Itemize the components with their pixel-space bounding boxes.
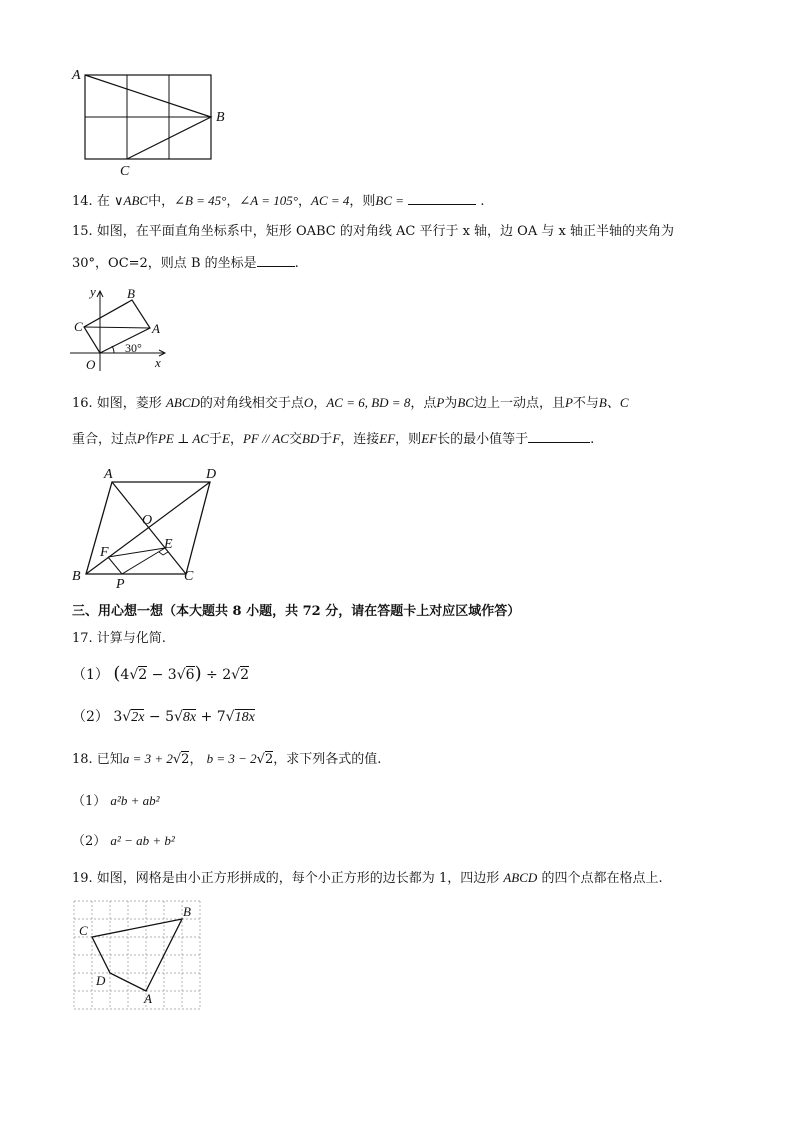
- q16-point-o: O: [303, 395, 314, 410]
- q15-text: 30°，OC=2，则点 B 的坐标是: [72, 256, 257, 271]
- question-18-part2: [72, 832, 175, 851]
- question-17-title: 17. 计算与化简.: [72, 631, 166, 646]
- q16-parallel: PF // AC: [242, 431, 289, 446]
- question-17-part2: [72, 708, 255, 727]
- q14-text: ，: [297, 194, 311, 209]
- q19-text: 的四个点都在格点上.: [541, 871, 663, 886]
- q16-text: ，点: [410, 396, 437, 411]
- q16-side-bc: BC: [457, 395, 474, 410]
- q16-point-p: P: [137, 431, 145, 446]
- sqrt-sign-icon: √: [231, 667, 241, 683]
- q15-end: .: [294, 256, 299, 271]
- fig13-label-c: C: [120, 164, 130, 179]
- fig16-label-o: O: [142, 513, 153, 528]
- question-17-part1: （1） (4√2 − 3√6) ÷ 2√2: [72, 663, 249, 684]
- q17-radicand: 8x: [182, 710, 197, 725]
- fig15-angle-label: 30°: [125, 341, 142, 355]
- question-14: [72, 192, 484, 211]
- sqrt-sign-icon: √: [225, 709, 235, 725]
- q17-coefficient: 4: [120, 667, 130, 683]
- sqrt-sign-icon: √: [122, 709, 132, 725]
- fig15-label-c: C: [74, 319, 83, 334]
- q18-b-value: b = 3 − 2: [206, 751, 257, 766]
- q17-radicand: 18x: [234, 710, 255, 725]
- fig16-label-e: E: [164, 537, 173, 552]
- q16-text: 的对角线相交于点: [199, 396, 304, 411]
- q16-point-p: P: [436, 395, 445, 410]
- q18-radicand: 2: [181, 752, 190, 767]
- fig13-label-a: A: [72, 68, 81, 83]
- fig19-label-c: C: [79, 923, 88, 938]
- q17-radicand: 2x: [131, 710, 145, 725]
- q16-text: 16. 如图，菱形: [72, 396, 162, 411]
- question-18-part1: [72, 792, 160, 811]
- q16-point-p: P: [564, 395, 573, 410]
- question-18: [72, 750, 381, 769]
- figure-q16-rhombus: [68, 462, 228, 592]
- q16-segment-ef: EF: [379, 431, 396, 446]
- q17-coefficient: − 5: [144, 709, 174, 725]
- fig19-label-b: B: [183, 904, 191, 919]
- question-19: [72, 869, 663, 888]
- sqrt-sign-icon: √: [173, 709, 183, 725]
- q17-radicand: 2: [138, 667, 148, 683]
- fig15-label-o: O: [86, 357, 96, 372]
- q18-text: ，: [189, 752, 203, 767]
- q16-text: 为: [444, 396, 458, 411]
- fig16-label-d: D: [206, 467, 217, 482]
- q14-end: .: [480, 194, 485, 209]
- fig16-label-p: P: [116, 577, 125, 592]
- q17-part2-label: （2）: [72, 709, 109, 725]
- q16-text: ，连接: [340, 432, 380, 447]
- q16-diagonal-bd: BD: [301, 431, 320, 446]
- q16-text: 长的最小值等于: [437, 432, 529, 447]
- fig19-label-d: D: [96, 973, 106, 988]
- fig15-label-y: y: [90, 284, 96, 299]
- q14-text: 中，: [148, 194, 175, 209]
- q16-text: ，则: [395, 432, 422, 447]
- q14-ask: BC =: [375, 193, 405, 208]
- q18-part2-expression: a² − ab + b²: [110, 833, 175, 848]
- fig16-label-b: B: [72, 569, 81, 584]
- figure-q19-grid-quadrilateral: [72, 899, 204, 1013]
- q16-point-f: F: [332, 431, 341, 446]
- q14-angle-b: ∠B = 45°: [174, 193, 227, 208]
- q16-points-bc: B、C: [598, 395, 629, 410]
- q14-number: 14.: [72, 194, 93, 209]
- q16-end: .: [590, 432, 595, 447]
- sqrt-sign-icon: √: [256, 752, 265, 767]
- fig15-label-a: A: [152, 321, 160, 336]
- q14-text: ，则: [349, 194, 376, 209]
- q18-text: ，求下列各式的值.: [273, 752, 382, 767]
- q18-part1-label: （1）: [72, 794, 107, 809]
- q17-radicand: 6: [185, 667, 195, 683]
- fig16-label-f: F: [100, 545, 109, 560]
- q17-coefficient: − 3: [147, 667, 177, 683]
- sqrt-sign-icon: √: [129, 667, 139, 683]
- fig19-label-a: A: [144, 991, 152, 1006]
- fig15-label-b: B: [127, 286, 135, 301]
- q16-text: ，: [313, 396, 327, 411]
- question-15-line2: [72, 254, 299, 273]
- q15-answer-blank[interactable]: [257, 254, 295, 267]
- question-16-line1: [72, 394, 629, 413]
- q16-rhombus: ABCD: [165, 395, 200, 410]
- q14-triangle: ∨ABC: [113, 193, 149, 208]
- q14-text: 在: [96, 194, 110, 209]
- question-15-line1: 15. 如图，在平面直角坐标系中，矩形 OABC 的对角线 AC 平行于 x 轴，边 OA 与 x 轴正半轴的夹角为: [72, 224, 674, 239]
- q14-side-ac: AC = 4: [311, 193, 350, 208]
- section-3-heading: 三、用心想一想（本大题共 8 小题，共 72 分，请在答题卡上对应区域作答）: [72, 604, 521, 619]
- sqrt-sign-icon: √: [176, 667, 186, 683]
- q14-angle-a: ∠A = 105°: [239, 193, 298, 208]
- q17-coefficient: 3: [113, 709, 123, 725]
- q19-quadrilateral: ABCD: [503, 870, 538, 885]
- q18-part1-expression: a²b + ab²: [110, 793, 160, 808]
- q19-text: 19. 如图，网格是由小正方形拼成的，每个小正方形的边长都为 1，四边形: [72, 871, 500, 886]
- fig16-label-c: C: [184, 569, 194, 584]
- q18-text: 18. 已知: [72, 752, 123, 767]
- q16-perpendicular: PE ⊥ AC: [157, 431, 209, 446]
- fig13-label-b: B: [216, 110, 225, 125]
- question-16-line2: [72, 430, 594, 449]
- q17-radicand: 2: [240, 667, 249, 683]
- q16-text: 边上一动点，且: [473, 396, 565, 411]
- q18-a-value: a = 3 + 2: [122, 751, 173, 766]
- q14-answer-blank[interactable]: [408, 192, 476, 205]
- q16-text: 不与: [572, 396, 599, 411]
- q17-part1-label: （1）: [72, 667, 109, 683]
- figure-q15-coordinate-rectangle: [70, 283, 170, 375]
- q16-text: 于: [208, 432, 222, 447]
- sqrt-sign-icon: √: [172, 752, 182, 767]
- fig16-label-a: A: [104, 467, 113, 482]
- fig15-label-x: x: [155, 355, 161, 370]
- q16-text: 交: [288, 432, 302, 447]
- q18-radicand: 2: [264, 752, 274, 767]
- q16-text: 作: [144, 432, 158, 447]
- q16-answer-blank[interactable]: [528, 430, 590, 443]
- q16-point-e: E: [221, 431, 230, 446]
- q17-coefficient: ÷ 2: [201, 667, 232, 683]
- q14-text: ，: [226, 194, 240, 209]
- q18-part2-label: （2）: [72, 834, 107, 849]
- figure-q13-grid-triangle: [66, 62, 236, 182]
- q17-coefficient: + 7: [196, 709, 226, 725]
- q16-given: AC = 6, BD = 8: [326, 395, 411, 410]
- q16-text: 于: [319, 432, 333, 447]
- q16-text: 重合，过点: [72, 432, 138, 447]
- q16-segment-ef: EF: [421, 431, 438, 446]
- q16-text: ，: [229, 432, 243, 447]
